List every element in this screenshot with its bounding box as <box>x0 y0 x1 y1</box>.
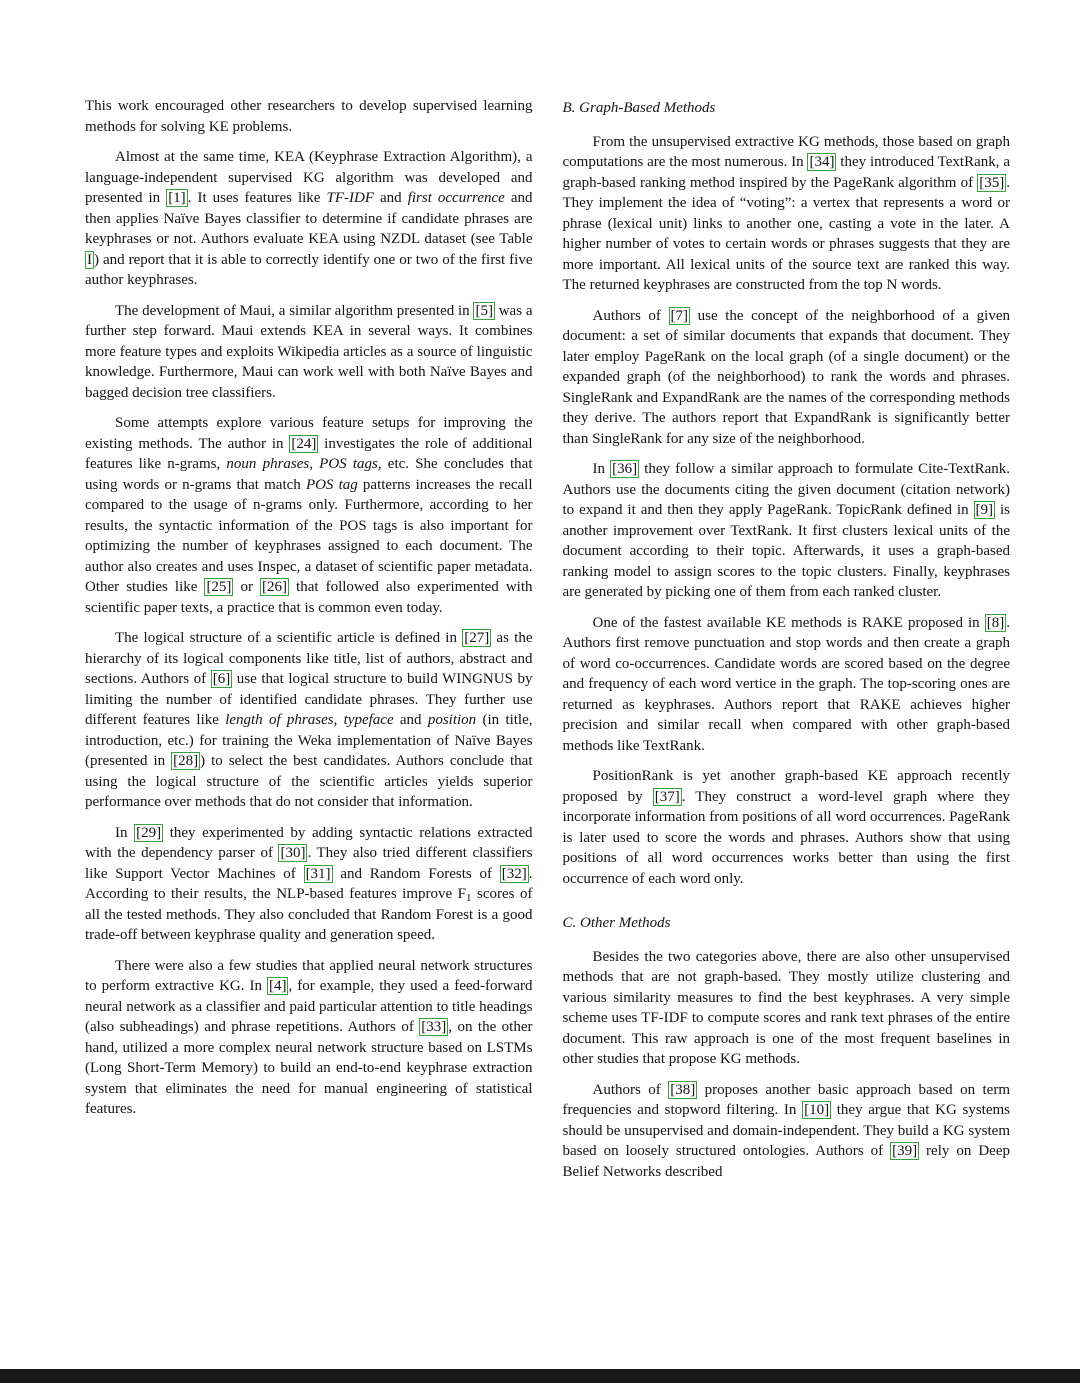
citation-link[interactable]: [31] <box>305 865 331 882</box>
citation-link[interactable]: [33] <box>421 1019 447 1035</box>
italic-text: TF-IDF <box>326 190 374 206</box>
italic-text: position <box>427 712 477 728</box>
italic-text: first occurrence <box>407 190 505 206</box>
paragraph: PositionRank is yet another graph-based KE approach recently proposed by [37] . They construct a word-level graph where they incorporate information from positions of all word occurrences. PageRank is later used to score the words and phrases. Authors show that using positions of all word occurrences works better than using the first occurrence of each word only. <box>562 768 1010 887</box>
italic-text: POS tags <box>319 456 378 472</box>
citation-link[interactable]: [24] <box>291 435 317 452</box>
paragraph: In [36] they follow a similar approach to formulate Cite-TextRank. Authors use the documents citing the given document (citation network) to expand it and then they apply PageRank. TopicRank defined in [9] is another improvement over TextRank. It first clusters lexical units of the document according to their topic. Afterwards, it uses a graph-based ranking model to assign scores to the topic clusters. Finally, keyphrases are generated by picking one of them from each ranked cluster. <box>562 461 1010 600</box>
paragraph: The development of Maui, a similar algorithm presented in [5] was a further step forward. Maui extends KEA in several ways. It combines more feature types and exploits Wikipedia articles as a source of linguistic knowledge. Furthermore, Maui can work well with both Naïve Bayes and bagged decision tree classifiers. <box>85 302 533 401</box>
paragraph: The logical structure of a scientific article is defined in [27] as the hierarchy of its logical components like title, list of authors, abstract and sections. Authors of [6] use that logical structure to build WINGNUS by limiting the number of identified candidate phrases. They further use different features like length of phrases, typeface and position (in title, introduction, etc.) for training the Weka implementation of Naïve Bayes (presented in [28] ) to select the best candidates. Authors conclude that using the logical structure of the scientific articles yields superior performance over methods that do not consider that information. <box>85 630 533 810</box>
section-heading: C. Other Methods <box>562 915 671 931</box>
citation-link[interactable]: I <box>87 251 92 268</box>
italic-text: typeface <box>343 712 394 728</box>
citation-link[interactable]: [30] <box>280 845 306 861</box>
paragraph: Besides the two categories above, there are also other unsupervised methods that are not graph-based. They mostly utilize clustering and various similarity measures to find the best keyphrases. A very simple scheme uses TF-IDF to compute scores and rank text phrases of the entire document. This raw approach is one of the most frequent baselines in other studies that propose KG methods. <box>562 948 1010 1067</box>
left-column <box>85 96 533 1192</box>
citation-link[interactable]: [7] <box>670 307 689 324</box>
citation-link[interactable]: [5] <box>475 302 493 319</box>
citation-link[interactable]: [28] <box>173 753 199 769</box>
citation-link[interactable]: [29] <box>136 824 162 841</box>
citation-link[interactable]: [34] <box>809 154 835 170</box>
citation-link[interactable]: [8] <box>986 614 1005 631</box>
citation-link[interactable]: [4] <box>268 978 287 994</box>
paragraph: This work encouraged other researchers to develop supervised learning methods for solving KE problems. <box>85 98 533 135</box>
italic-text: noun phrases <box>226 456 310 472</box>
citation-link[interactable]: [36] <box>612 461 638 477</box>
paragraph: Authors of [7] use the concept of the neighborhood of a given document: a set of similar documents that expands that document. They later employ PageRank on the local graph (of a single document) or the expanded graph (of the neighborhood) to rank the words and phrases. SingleRank and ExpandRank are the names of the corresponding methods they derive. The authors report that ExpandRank is significantly better than SingleRank for any size of the neighborhood. <box>562 307 1010 447</box>
citation-link[interactable]: [6] <box>212 671 231 687</box>
paragraph: Authors of [38] proposes another basic approach based on term frequencies and stopword filtering. In [10] they argue that KG systems should be unsupervised and domain-independent. They build a KG system based on loosely structured ontologies. Authors of [39] rely on Deep Belief Networks described <box>562 1081 1010 1180</box>
viewer-bottom-bar <box>0 1369 1080 1383</box>
citation-link[interactable]: [39] <box>892 1143 918 1159</box>
citation-link[interactable]: [32] <box>501 865 527 882</box>
citation-link[interactable]: [1] <box>168 190 186 206</box>
citation-link[interactable]: [10] <box>804 1102 830 1118</box>
paragraph: From the unsupervised extractive KG methods, those based on graph computations are the most numerous. In [34] they introduced TextRank, a graph-based ranking method inspired by the PageRank algorithm of [35] . They implement the idea of “voting”: a vertex that represents a word or phrase (lexical unit) links to another one, casting a vote in the later. A higher number of votes to certain words or phrases suggests that they are more important. All lexical units of the source text are ranked this way. The returned keyphrases are constructed from the top N words. <box>562 133 1010 293</box>
citation-link[interactable]: [25] <box>206 579 232 595</box>
citation-link[interactable]: [35] <box>979 174 1005 191</box>
citation-link[interactable]: [38] <box>670 1081 696 1098</box>
italic-text: length of phrases <box>225 712 334 728</box>
section-heading: B. Graph-Based Methods <box>562 100 716 116</box>
paragraph: One of the fastest available KE methods is RAKE proposed in [8] . Authors first remove punctuation and stop words and then create a graph of word co-occurrences. Candidate words are scored based on the degree and frequency of each word vertice in the graph. The top-scoring ones are returned as keyphrases. Authors report that RAKE achieves higher precision and similar recall when compared with other graph-based methods like TextRank. <box>562 614 1010 754</box>
citation-link[interactable]: [26] <box>262 579 288 595</box>
subscript-text: 1 <box>466 892 472 904</box>
paragraph: Almost at the same time, KEA (Keyphrase Extraction Algorithm), a language-independent supervised KG algorithm was developed and presented in [1] . It uses features like TF-IDF and first occurrence and then applies Naïve Bayes classifier to determine if candidate phrases are keyphrases or not. Authors evaluate KEA using NZDL dataset (see Table I ) and report that it is able to correctly identify one or two of the first five author keyphrases. <box>85 149 533 288</box>
italic-text: POS tag <box>305 476 358 493</box>
citation-link[interactable]: [27] <box>464 630 490 646</box>
paragraph: In [29] they experimented by adding syntactic relations extracted with the dependency parser of [30] . They also tried different classifiers like Support Vector Machines of [31] and Random Forests of [32] . According to their results, the NLP-based features improve $F_1$ scores of all the tested methods. They also concluded that Random Forest is a good trade-off between keyphrase quality and generation speed. <box>85 824 533 943</box>
citation-link[interactable]: [9] <box>975 502 994 518</box>
citation-link[interactable]: [37] <box>654 788 680 805</box>
paragraph: Some attempts explore various feature setups for improving the existing methods. The author in [24] investigates the role of additional features like n-grams, noun phrases, POS tags, etc. She concludes that using words or n-grams that match POS tag patterns increases the recall compared to the usage of n-grams only. Furthermore, according to her results, the syntactic information of the POS tags is also important for optimizing the number of keyphrases assigned to each document. The author also creates and uses Inspec, a dataset of scientific paper metadata. Other studies like [25] or [26] that followed also experimented with scientific paper texts, a practice that is common even today. <box>85 415 533 616</box>
right-column <box>563 96 1011 1192</box>
two-column-layout <box>85 96 1010 1192</box>
paragraph: There were also a few studies that applied neural network structures to perform extractive KG. In [4] , for example, they used a feed-forward neural network as a classifier and paid particular attention to title headings (also subheadings) and phrase repetitions. Authors of [33] , on the other hand, utilized a more complex neural network structure based on LSTMs (Long Short-Term Memory) to build an end-to-end keyphrase extraction system that eliminates the need for manual engineering of statistical features. <box>85 957 533 1117</box>
